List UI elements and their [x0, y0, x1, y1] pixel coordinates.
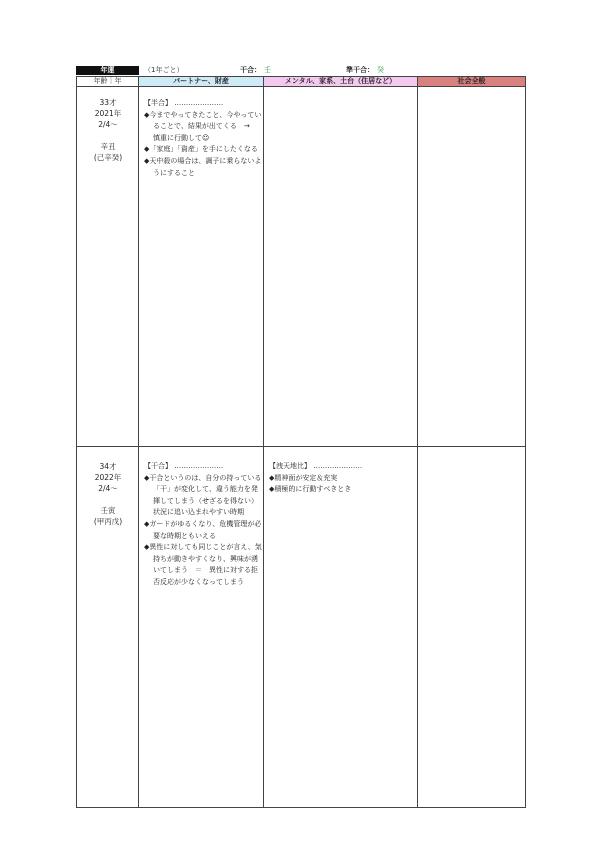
mental-cell	[269, 461, 415, 496]
fortune-table	[76, 76, 526, 808]
partner-bullet: ◆今までやってきたこと、今やっていることで、結果が出てくる → 慎重に行動して☺	[144, 110, 262, 142]
year: 2022年	[94, 473, 122, 482]
partner-cell	[144, 461, 263, 589]
zokan: (甲丙戊)	[93, 517, 123, 526]
partner-bullet: ◆干合というのは、自分の持っている「干」が変化して、違う能力を発揮してしまう（せざるを得ない）状況に追い込まれやすい時期	[144, 473, 262, 517]
column-header-society: 社会全般	[418, 77, 525, 86]
jun-kango-value: 癸	[377, 66, 384, 74]
start-date: 2/4～	[98, 120, 118, 129]
partner-cell	[144, 98, 263, 179]
top-bar	[76, 66, 526, 76]
start-date: 2/4～	[98, 484, 118, 493]
header-divider	[77, 86, 525, 87]
partner-heading: 【半合】 …………………	[144, 99, 224, 107]
partner-bullet: ◆異性に対しても同じことが言え、気持ちが動きやすくなり、興味が湧いてしまう ＝ 異性に対する拒否反応が少なくなってしまう	[144, 543, 262, 586]
kango-field	[240, 66, 271, 75]
partner-heading: 【干合】 …………………	[144, 462, 224, 470]
column-header-age-year: 年齢｜年	[77, 77, 139, 86]
year: 2021年	[94, 109, 122, 118]
zokan: (己辛癸)	[93, 153, 123, 162]
jun-kango-field	[346, 66, 384, 75]
age: 34才	[99, 462, 117, 471]
partner-bullet: ◆「家庭」「資産」を手にしたくなる	[144, 145, 258, 154]
mental-bullet: ◆積極的に行動すべきとき	[269, 485, 352, 494]
kanshi: 辛丑	[100, 142, 116, 151]
column-header-mental: メンタル、家系、土台（住居など）	[264, 77, 418, 86]
partner-bullet: ◆天中殺の場合は、調子に乗らないようにすること	[144, 156, 262, 177]
age-year-cell	[77, 97, 139, 163]
kanshi: 壬寅	[100, 506, 116, 515]
row-divider	[77, 446, 525, 447]
age: 33才	[99, 98, 117, 107]
annual-fortune-label: 年運	[76, 66, 139, 75]
column-header-partner: パートナー、財産	[139, 77, 264, 86]
mental-heading: 【洩天地比】 …………………	[269, 462, 363, 470]
age-year-cell	[77, 461, 139, 527]
jun-kango-label: 準干合：	[346, 66, 374, 74]
per-year-note: （1年ごと）	[144, 66, 184, 74]
kango-label: 干合：	[240, 66, 261, 74]
kango-value: 壬	[264, 66, 271, 74]
mental-bullet: ◆精神面が安定＆充実	[269, 473, 338, 482]
partner-bullet: ◆ガードがゆるくなり、危機管理が必要な時期ともいえる	[144, 519, 262, 540]
